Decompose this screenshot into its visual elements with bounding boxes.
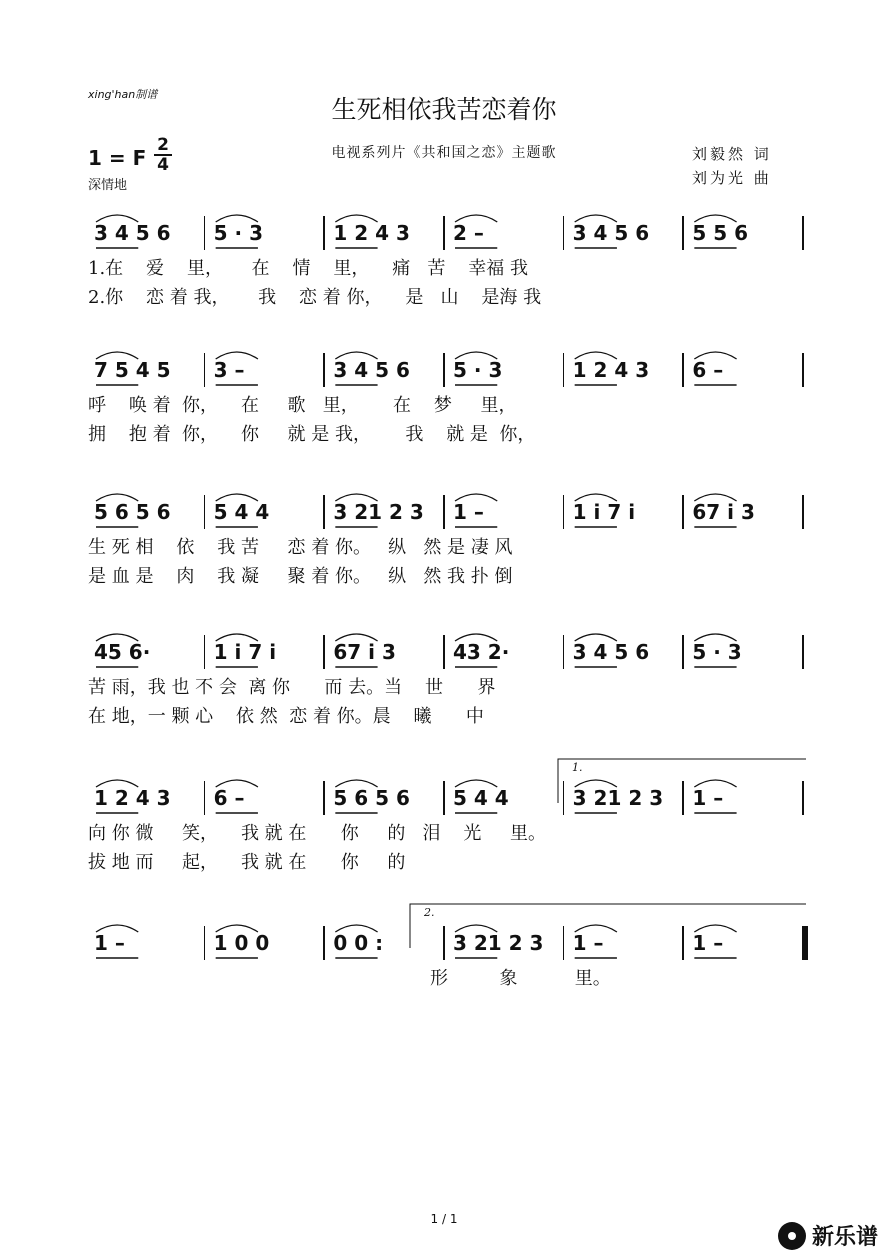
slur-arc (694, 925, 736, 932)
slur-arc (96, 215, 138, 222)
lyric-line-2: 拥 抱 着 你， 你 就 是 我， 我 就 是 你， (88, 424, 536, 445)
measure: 1 i 7 i (572, 500, 636, 524)
measure: 1 2 4 3 (94, 786, 171, 810)
measure: 6 – (213, 786, 245, 810)
lyric-line-1: 1.在 爱 里， 在 情 里， 痛 苦 幸福 我 (88, 258, 528, 279)
slur-arc (455, 780, 497, 787)
measure: 67 i 3 (333, 640, 396, 664)
slur-arc (335, 780, 377, 787)
slur-arc (694, 352, 736, 359)
volta-bracket (558, 759, 806, 803)
measure: 7 5 4 5 (94, 358, 171, 382)
lyric-line-2: 2.你 恋 着 我， 我 恋 着 你， 是 山 是海 我 (88, 287, 542, 308)
measure: 2 – (453, 221, 484, 245)
slur-arc (96, 494, 138, 501)
measure: 1 0 0 (213, 931, 270, 955)
volta-label: 1. (572, 761, 583, 774)
measure: 1 2 4 3 (572, 358, 650, 382)
measure: 5 · 3 (453, 358, 503, 382)
lyric-line-2: 在 地，一 颗 心 依 然 恋 着 你。晨 曦 中 (88, 706, 484, 727)
slur-arc (455, 494, 497, 501)
slur-arc (216, 634, 258, 641)
slur-arc (216, 494, 258, 501)
measure: 5 6 5 6 (333, 786, 410, 810)
measure: 3 21 2 3 (572, 786, 664, 810)
slur-arc (694, 780, 736, 787)
slur-arc (455, 925, 497, 932)
slur-arc (575, 925, 617, 932)
song-title: 生死相依我苦恋着你 (331, 95, 557, 124)
slur-arc (335, 215, 377, 222)
measure: 3 4 5 6 (572, 640, 650, 664)
slur-arc (575, 634, 617, 641)
measure: 3 4 5 6 (94, 221, 171, 245)
measure: 45 6· (94, 640, 151, 664)
slur-arc (575, 494, 617, 501)
composer-credit: 刘为光 曲 (692, 169, 772, 187)
lyric-line-1: 形 象 里。 (430, 968, 611, 989)
measure: 1 – (692, 786, 724, 810)
measure: 0 0 : (333, 931, 384, 955)
slur-arc (335, 634, 377, 641)
measure: 3 – (213, 358, 245, 382)
measure: 1 – (453, 500, 484, 524)
slur-arc (694, 634, 736, 641)
lyric-line-1: 向 你 微 笑， 我 就 在 你 的 泪 光 里。 (88, 823, 546, 844)
slur-arc (216, 352, 258, 359)
slur-arc (216, 215, 258, 222)
slur-arc (96, 352, 138, 359)
measure: 6 – (692, 358, 724, 382)
measure: 1 – (572, 931, 604, 955)
measure: 3 4 5 6 (572, 221, 650, 245)
slur-arc (455, 215, 497, 222)
measure: 5 6 5 6 (94, 500, 171, 524)
slur-arc (455, 352, 497, 359)
slur-arc (694, 494, 736, 501)
time-signature-denominator: 4 (157, 155, 169, 175)
slur-arc (575, 780, 617, 787)
slur-arc (694, 215, 736, 222)
measure: 5 · 3 (213, 221, 264, 245)
measure: 3 4 5 6 (333, 358, 410, 382)
lyric-line-1: 呼 唤 着 你， 在 歌 里， 在 梦 里， (88, 395, 517, 416)
slur-arc (96, 780, 138, 787)
slur-arc (575, 215, 617, 222)
slur-arc (575, 352, 617, 359)
page-number: 1 / 1 (430, 1212, 458, 1226)
measure: 1 – (692, 931, 724, 955)
measure: 67 i 3 (692, 500, 755, 524)
measure: 3 21 2 3 (453, 931, 544, 955)
measure: 5 4 4 (453, 786, 509, 810)
slur-arc (216, 925, 258, 932)
brand-name: 新乐谱 (811, 1225, 878, 1250)
volta-label: 2. (424, 906, 435, 919)
lyric-line-2: 是 血 是 肉 我 凝 聚 着 你。 纵 然 我 扑 倒 (88, 566, 513, 587)
measure: 5 · 3 (692, 640, 742, 664)
key-signature: 1 = F (88, 146, 147, 170)
slur-arc (96, 634, 138, 641)
brand-logo (778, 1220, 878, 1251)
slur-arc (96, 925, 138, 932)
record-disc-icon (778, 1222, 806, 1250)
measure: 5 4 4 (213, 500, 270, 524)
measure: 5 5 6 (692, 221, 749, 245)
lyric-line-2: 拔 地 而 起， 我 就 在 你 的 (88, 852, 406, 873)
lyricist-credit: 刘毅然 词 (692, 145, 772, 163)
measure: 1 i 7 i (213, 640, 277, 664)
measure: 43 2· (453, 640, 510, 664)
slur-arc (335, 925, 377, 932)
slur-arc (455, 634, 497, 641)
measure: 1 – (94, 931, 125, 955)
lyric-line-1: 生 死 相 依 我 苦 恋 着 你。 纵 然 是 凄 风 (88, 537, 513, 558)
song-subtitle: 电视系列片《共和国之恋》主题歌 (331, 145, 557, 161)
measure: 3 21 2 3 (333, 500, 424, 524)
measure: 1 2 4 3 (333, 221, 410, 245)
lyric-line-1: 苦 雨，我 也 不 会 离 你 而 去。当 世 界 (88, 677, 496, 698)
time-signature-numerator: 2 (157, 135, 169, 155)
slur-arc (216, 780, 258, 787)
transcriber-credit: xing'han制谱 (88, 88, 158, 101)
tempo-marking: 深情地 (88, 178, 128, 193)
slur-arc (335, 352, 377, 359)
slur-arc (335, 494, 377, 501)
